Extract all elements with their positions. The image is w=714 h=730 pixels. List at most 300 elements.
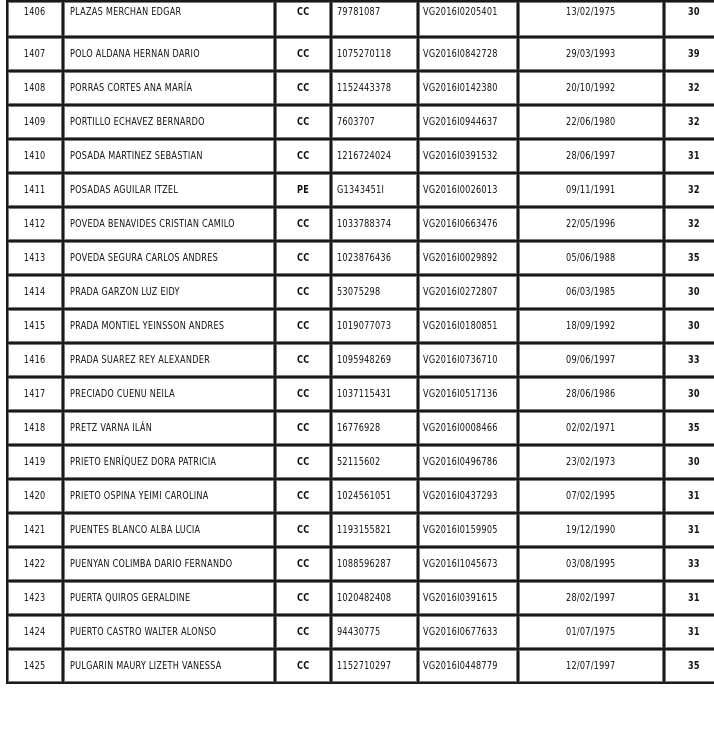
age-value-cell bbox=[665, 378, 714, 412]
age-value-cell bbox=[665, 208, 714, 242]
birth-date-cell bbox=[519, 174, 665, 208]
birth-date: 28/06/1997 bbox=[566, 150, 616, 162]
full-name-cell bbox=[64, 344, 276, 378]
registration-code-cell bbox=[419, 650, 519, 684]
row-number-cell bbox=[8, 650, 64, 684]
row-number: 1416 bbox=[24, 354, 46, 366]
table-row bbox=[8, 72, 714, 106]
document-type: CC bbox=[296, 524, 310, 536]
row-number: 1411 bbox=[24, 184, 46, 196]
document-number: 1193155821 bbox=[337, 524, 392, 536]
document-type: CC bbox=[296, 354, 310, 366]
row-number: 1407 bbox=[24, 48, 46, 60]
age-value-cell bbox=[665, 548, 714, 582]
row-number: 1408 bbox=[24, 82, 46, 94]
birth-date-cell bbox=[519, 514, 665, 548]
birth-date: 22/05/1996 bbox=[566, 218, 616, 230]
table-row bbox=[8, 310, 714, 344]
document-number: 1088596287 bbox=[337, 558, 392, 570]
full-name: POVEDA BENAVIDES CRISTIAN CAMILO bbox=[70, 218, 235, 230]
registration-code-cell bbox=[419, 446, 519, 480]
full-name: PRECIADO CUENU NEILA bbox=[70, 388, 175, 400]
full-name: PRADA GARZON LUZ EIDY bbox=[70, 286, 180, 298]
row-number-cell bbox=[8, 242, 64, 276]
document-number: 1020482408 bbox=[337, 592, 392, 604]
full-name: POVEDA SEGURA CARLOS ANDRES bbox=[70, 252, 219, 264]
document-type: CC bbox=[296, 660, 310, 672]
participants-table-body bbox=[8, 2, 714, 684]
age-value: 31 bbox=[688, 592, 700, 604]
age-value: 35 bbox=[688, 422, 700, 434]
registration-code: VG2016I0736710 bbox=[423, 354, 498, 366]
table-row bbox=[8, 582, 714, 616]
full-name: PRETZ VARNA ILÁN bbox=[70, 422, 153, 434]
document-number-cell bbox=[332, 242, 419, 276]
birth-date: 18/09/1992 bbox=[566, 320, 616, 332]
document-number: 1037115431 bbox=[337, 388, 392, 400]
document-number-cell bbox=[332, 344, 419, 378]
age-value: 35 bbox=[688, 252, 700, 264]
table-row bbox=[8, 514, 714, 548]
birth-date: 13/02/1975 bbox=[566, 6, 616, 18]
table-row bbox=[8, 616, 714, 650]
birth-date-cell bbox=[519, 480, 665, 514]
row-number: 1414 bbox=[24, 286, 46, 298]
age-value: 35 bbox=[688, 660, 700, 672]
birth-date: 01/07/1975 bbox=[566, 626, 616, 638]
full-name: PUERTA QUIROS GERALDINE bbox=[70, 592, 191, 604]
birth-date-cell bbox=[519, 344, 665, 378]
birth-date-cell bbox=[519, 582, 665, 616]
document-type: CC bbox=[296, 218, 310, 230]
table-row bbox=[8, 412, 714, 446]
registration-code-cell bbox=[419, 344, 519, 378]
document-type-cell bbox=[276, 38, 332, 72]
birth-date: 09/06/1997 bbox=[566, 354, 616, 366]
document-type-cell bbox=[276, 650, 332, 684]
full-name: POSADAS AGUILAR ITZEL bbox=[70, 184, 179, 196]
document-type: CC bbox=[296, 456, 310, 468]
full-name: PRADA MONTIEL YEINSSON ANDRES bbox=[70, 320, 225, 332]
row-number-cell bbox=[8, 616, 64, 650]
age-value-cell bbox=[665, 412, 714, 446]
full-name: PRADA SUAREZ REY ALEXANDER bbox=[70, 354, 211, 366]
age-value-cell bbox=[665, 72, 714, 106]
row-number-cell bbox=[8, 548, 64, 582]
row-number: 1410 bbox=[24, 150, 46, 162]
full-name-cell bbox=[64, 548, 276, 582]
age-value: 32 bbox=[688, 184, 700, 196]
table-row bbox=[8, 242, 714, 276]
full-name-cell bbox=[64, 650, 276, 684]
table-row bbox=[8, 208, 714, 242]
registration-code: VG2016I0205401 bbox=[423, 6, 498, 18]
row-number-cell bbox=[8, 140, 64, 174]
age-value-cell bbox=[665, 514, 714, 548]
birth-date: 03/08/1995 bbox=[566, 558, 616, 570]
document-type: CC bbox=[296, 286, 310, 298]
document-number: 1033788374 bbox=[337, 218, 392, 230]
table-row bbox=[8, 276, 714, 310]
document-type: CC bbox=[296, 592, 310, 604]
age-value: 30 bbox=[688, 320, 700, 332]
document-type-cell bbox=[276, 446, 332, 480]
age-value-cell bbox=[665, 140, 714, 174]
birth-date: 07/02/1995 bbox=[566, 490, 616, 502]
registration-code-cell bbox=[419, 174, 519, 208]
participants-table bbox=[6, 0, 714, 684]
document-number-cell bbox=[332, 650, 419, 684]
age-value: 30 bbox=[688, 456, 700, 468]
registration-code-cell bbox=[419, 106, 519, 140]
row-number: 1406 bbox=[24, 6, 46, 18]
document-number: 94430775 bbox=[337, 626, 381, 638]
birth-date: 23/02/1973 bbox=[566, 456, 616, 468]
document-type: CC bbox=[296, 48, 310, 60]
document-type: PE bbox=[296, 184, 310, 196]
registration-code: VG2016I1045673 bbox=[423, 558, 498, 570]
document-type-cell bbox=[276, 140, 332, 174]
document-number-cell bbox=[332, 514, 419, 548]
full-name-cell bbox=[64, 276, 276, 310]
row-number: 1421 bbox=[24, 524, 46, 536]
birth-date-cell bbox=[519, 276, 665, 310]
document-number-cell bbox=[332, 276, 419, 310]
registration-code-cell bbox=[419, 38, 519, 72]
document-type: CC bbox=[296, 6, 310, 18]
document-number: 1024561051 bbox=[337, 490, 392, 502]
document-type-cell bbox=[276, 106, 332, 140]
full-name-cell bbox=[64, 412, 276, 446]
document-type-cell bbox=[276, 276, 332, 310]
row-number: 1418 bbox=[24, 422, 46, 434]
document-type: CC bbox=[296, 82, 310, 94]
document-type-cell bbox=[276, 310, 332, 344]
registration-code: VG2016I0272807 bbox=[423, 286, 498, 298]
document-number-cell bbox=[332, 174, 419, 208]
document-number: 79781087 bbox=[337, 6, 381, 18]
registration-code: VG2016I0677633 bbox=[423, 626, 498, 638]
document-type-cell bbox=[276, 514, 332, 548]
birth-date-cell bbox=[519, 106, 665, 140]
full-name: PULGARIN MAURY LIZETH VANESSA bbox=[70, 660, 222, 672]
document-type-cell bbox=[276, 582, 332, 616]
full-name-cell bbox=[64, 310, 276, 344]
document-type-cell bbox=[276, 548, 332, 582]
birth-date: 28/02/1997 bbox=[566, 592, 616, 604]
row-number: 1424 bbox=[24, 626, 46, 638]
registration-code: VG2016I0029892 bbox=[423, 252, 498, 264]
registration-code: VG2016I0437293 bbox=[423, 490, 498, 502]
age-value: 31 bbox=[688, 524, 700, 536]
document-type: CC bbox=[296, 558, 310, 570]
birth-date: 29/03/1993 bbox=[566, 48, 616, 60]
registration-code: VG2016I0142380 bbox=[423, 82, 498, 94]
table-row bbox=[8, 106, 714, 140]
document-type-cell bbox=[276, 616, 332, 650]
table-row bbox=[8, 378, 714, 412]
document-number: 1095948269 bbox=[337, 354, 392, 366]
age-value-cell bbox=[665, 242, 714, 276]
row-number: 1412 bbox=[24, 218, 46, 230]
full-name-cell bbox=[64, 38, 276, 72]
age-value-cell bbox=[665, 650, 714, 684]
registration-code: VG2016I0517136 bbox=[423, 388, 498, 400]
birth-date: 19/12/1990 bbox=[566, 524, 616, 536]
full-name: PLAZAS MERCHAN EDGAR bbox=[70, 6, 182, 18]
document-number-cell bbox=[332, 582, 419, 616]
registration-code-cell bbox=[419, 480, 519, 514]
age-value-cell bbox=[665, 38, 714, 72]
document-number-cell bbox=[332, 106, 419, 140]
birth-date: 28/06/1986 bbox=[566, 388, 616, 400]
age-value: 33 bbox=[688, 558, 700, 570]
full-name-cell bbox=[64, 2, 276, 38]
registration-code-cell bbox=[419, 242, 519, 276]
row-number: 1417 bbox=[24, 388, 46, 400]
registration-code-cell bbox=[419, 310, 519, 344]
age-value: 33 bbox=[688, 354, 700, 366]
row-number-cell bbox=[8, 582, 64, 616]
row-number-cell bbox=[8, 378, 64, 412]
document-number-cell bbox=[332, 412, 419, 446]
birth-date: 05/06/1988 bbox=[566, 252, 616, 264]
row-number: 1420 bbox=[24, 490, 46, 502]
registration-code-cell bbox=[419, 208, 519, 242]
row-number-cell bbox=[8, 106, 64, 140]
registration-code-cell bbox=[419, 548, 519, 582]
age-value-cell bbox=[665, 480, 714, 514]
age-value: 30 bbox=[688, 388, 700, 400]
full-name: POSADA MARTINEZ SEBASTIAN bbox=[70, 150, 203, 162]
table-row bbox=[8, 650, 714, 684]
document-type: CC bbox=[296, 252, 310, 264]
document-type: CC bbox=[296, 116, 310, 128]
age-value-cell bbox=[665, 582, 714, 616]
age-value: 31 bbox=[688, 626, 700, 638]
registration-code-cell bbox=[419, 378, 519, 412]
full-name-cell bbox=[64, 616, 276, 650]
table-row bbox=[8, 446, 714, 480]
full-name-cell bbox=[64, 242, 276, 276]
registration-code-cell bbox=[419, 140, 519, 174]
row-number-cell bbox=[8, 446, 64, 480]
row-number-cell bbox=[8, 72, 64, 106]
birth-date-cell bbox=[519, 140, 665, 174]
birth-date-cell bbox=[519, 446, 665, 480]
full-name-cell bbox=[64, 106, 276, 140]
document-number-cell bbox=[332, 140, 419, 174]
table-row bbox=[8, 480, 714, 514]
document-type-cell bbox=[276, 72, 332, 106]
registration-code: VG2016I0663476 bbox=[423, 218, 498, 230]
age-value-cell bbox=[665, 446, 714, 480]
document-number: 1019077073 bbox=[337, 320, 392, 332]
document-number-cell bbox=[332, 378, 419, 412]
registration-code-cell bbox=[419, 72, 519, 106]
document-type: CC bbox=[296, 150, 310, 162]
full-name: PRIETO ENRÍQUEZ DORA PATRICIA bbox=[70, 456, 217, 468]
age-value-cell bbox=[665, 310, 714, 344]
birth-date-cell bbox=[519, 242, 665, 276]
row-number: 1423 bbox=[24, 592, 46, 604]
document-number-cell bbox=[332, 446, 419, 480]
registration-code: VG2016I0944637 bbox=[423, 116, 498, 128]
row-number: 1419 bbox=[24, 456, 46, 468]
full-name-cell bbox=[64, 378, 276, 412]
full-name-cell bbox=[64, 480, 276, 514]
row-number-cell bbox=[8, 174, 64, 208]
age-value: 32 bbox=[688, 116, 700, 128]
age-value-cell bbox=[665, 276, 714, 310]
document-number: 53075298 bbox=[337, 286, 381, 298]
document-type-cell bbox=[276, 412, 332, 446]
age-value: 31 bbox=[688, 150, 700, 162]
document-number: 52115602 bbox=[337, 456, 381, 468]
age-value-cell bbox=[665, 174, 714, 208]
row-number-cell bbox=[8, 310, 64, 344]
document-type: CC bbox=[296, 388, 310, 400]
row-number-cell bbox=[8, 480, 64, 514]
document-number-cell bbox=[332, 616, 419, 650]
birth-date: 20/10/1992 bbox=[566, 82, 616, 94]
document-type-cell bbox=[276, 174, 332, 208]
birth-date-cell bbox=[519, 616, 665, 650]
registration-code-cell bbox=[419, 616, 519, 650]
document-number: 1152443378 bbox=[337, 82, 392, 94]
registration-code: VG2016I0391532 bbox=[423, 150, 498, 162]
birth-date-cell bbox=[519, 412, 665, 446]
row-number-cell bbox=[8, 276, 64, 310]
age-value: 30 bbox=[688, 286, 700, 298]
row-number-cell bbox=[8, 2, 64, 38]
document-type-cell bbox=[276, 2, 332, 38]
document-number-cell bbox=[332, 38, 419, 72]
document-number-cell bbox=[332, 72, 419, 106]
document-type: CC bbox=[296, 626, 310, 638]
row-number-cell bbox=[8, 344, 64, 378]
birth-date: 22/06/1980 bbox=[566, 116, 616, 128]
registration-code-cell bbox=[419, 2, 519, 38]
document-number: 1075270118 bbox=[337, 48, 392, 60]
registration-code: VG2016I0391615 bbox=[423, 592, 498, 604]
birth-date-cell bbox=[519, 2, 665, 38]
birth-date: 06/03/1985 bbox=[566, 286, 616, 298]
full-name-cell bbox=[64, 72, 276, 106]
age-value: 31 bbox=[688, 490, 700, 502]
full-name-cell bbox=[64, 446, 276, 480]
birth-date-cell bbox=[519, 650, 665, 684]
document-number-cell bbox=[332, 548, 419, 582]
full-name: PORRAS CORTES ANA MARÍA bbox=[70, 82, 193, 94]
registration-code-cell bbox=[419, 582, 519, 616]
row-number: 1413 bbox=[24, 252, 46, 264]
row-number-cell bbox=[8, 38, 64, 72]
document-number: 1152710297 bbox=[337, 660, 392, 672]
age-value: 32 bbox=[688, 82, 700, 94]
document-type-cell bbox=[276, 480, 332, 514]
birth-date: 02/02/1971 bbox=[566, 422, 616, 434]
full-name-cell bbox=[64, 582, 276, 616]
document-number: 1216724024 bbox=[337, 150, 392, 162]
age-value-cell bbox=[665, 616, 714, 650]
document-type-cell bbox=[276, 242, 332, 276]
document-number-cell bbox=[332, 2, 419, 38]
document-number: 7603707 bbox=[337, 116, 375, 128]
birth-date-cell bbox=[519, 208, 665, 242]
row-number: 1422 bbox=[24, 558, 46, 570]
table-row bbox=[8, 344, 714, 378]
table-row bbox=[8, 174, 714, 208]
document-number-cell bbox=[332, 208, 419, 242]
registration-code: VG2016I0180851 bbox=[423, 320, 498, 332]
birth-date-cell bbox=[519, 38, 665, 72]
registration-code: VG2016I0448779 bbox=[423, 660, 498, 672]
full-name: PUENYAN COLIMBA DARIO FERNANDO bbox=[70, 558, 233, 570]
age-value: 30 bbox=[688, 6, 700, 18]
registration-code: VG2016I0496786 bbox=[423, 456, 498, 468]
birth-date-cell bbox=[519, 378, 665, 412]
document-number: 1023876436 bbox=[337, 252, 392, 264]
document-type: CC bbox=[296, 490, 310, 502]
scanned-list-page bbox=[6, 0, 706, 722]
registration-code: VG2016I0008466 bbox=[423, 422, 498, 434]
document-number-cell bbox=[332, 310, 419, 344]
full-name-cell bbox=[64, 514, 276, 548]
registration-code: VG2016I0159905 bbox=[423, 524, 498, 536]
full-name: PUENTES BLANCO ALBA LUCIA bbox=[70, 524, 201, 536]
age-value-cell bbox=[665, 2, 714, 38]
registration-code-cell bbox=[419, 276, 519, 310]
registration-code: VG2016I0842728 bbox=[423, 48, 498, 60]
registration-code: VG2016I0026013 bbox=[423, 184, 498, 196]
registration-code-cell bbox=[419, 412, 519, 446]
row-number-cell bbox=[8, 412, 64, 446]
full-name: POLO ALDANA HERNAN DARIO bbox=[70, 48, 200, 60]
full-name-cell bbox=[64, 208, 276, 242]
birth-date: 09/11/1991 bbox=[566, 184, 616, 196]
age-value: 32 bbox=[688, 218, 700, 230]
document-type-cell bbox=[276, 378, 332, 412]
document-number-cell bbox=[332, 480, 419, 514]
full-name: PORTILLO ECHAVEZ BERNARDO bbox=[70, 116, 205, 128]
table-row bbox=[8, 38, 714, 72]
row-number-cell bbox=[8, 514, 64, 548]
birth-date: 12/07/1997 bbox=[566, 660, 616, 672]
document-type: CC bbox=[296, 422, 310, 434]
row-number: 1409 bbox=[24, 116, 46, 128]
row-number: 1415 bbox=[24, 320, 46, 332]
birth-date-cell bbox=[519, 310, 665, 344]
document-type-cell bbox=[276, 208, 332, 242]
document-type-cell bbox=[276, 344, 332, 378]
full-name: PUERTO CASTRO WALTER ALONSO bbox=[70, 626, 217, 638]
birth-date-cell bbox=[519, 548, 665, 582]
age-value: 39 bbox=[688, 48, 700, 60]
full-name: PRIETO OSPINA YEIMI CAROLINA bbox=[70, 490, 209, 502]
document-number: G1343451I bbox=[337, 184, 385, 196]
full-name-cell bbox=[64, 174, 276, 208]
registration-code-cell bbox=[419, 514, 519, 548]
age-value-cell bbox=[665, 344, 714, 378]
row-number: 1425 bbox=[24, 660, 46, 672]
full-name-cell bbox=[64, 140, 276, 174]
table-row bbox=[8, 140, 714, 174]
document-type: CC bbox=[296, 320, 310, 332]
age-value-cell bbox=[665, 106, 714, 140]
document-number: 16776928 bbox=[337, 422, 381, 434]
table-row bbox=[8, 2, 714, 38]
